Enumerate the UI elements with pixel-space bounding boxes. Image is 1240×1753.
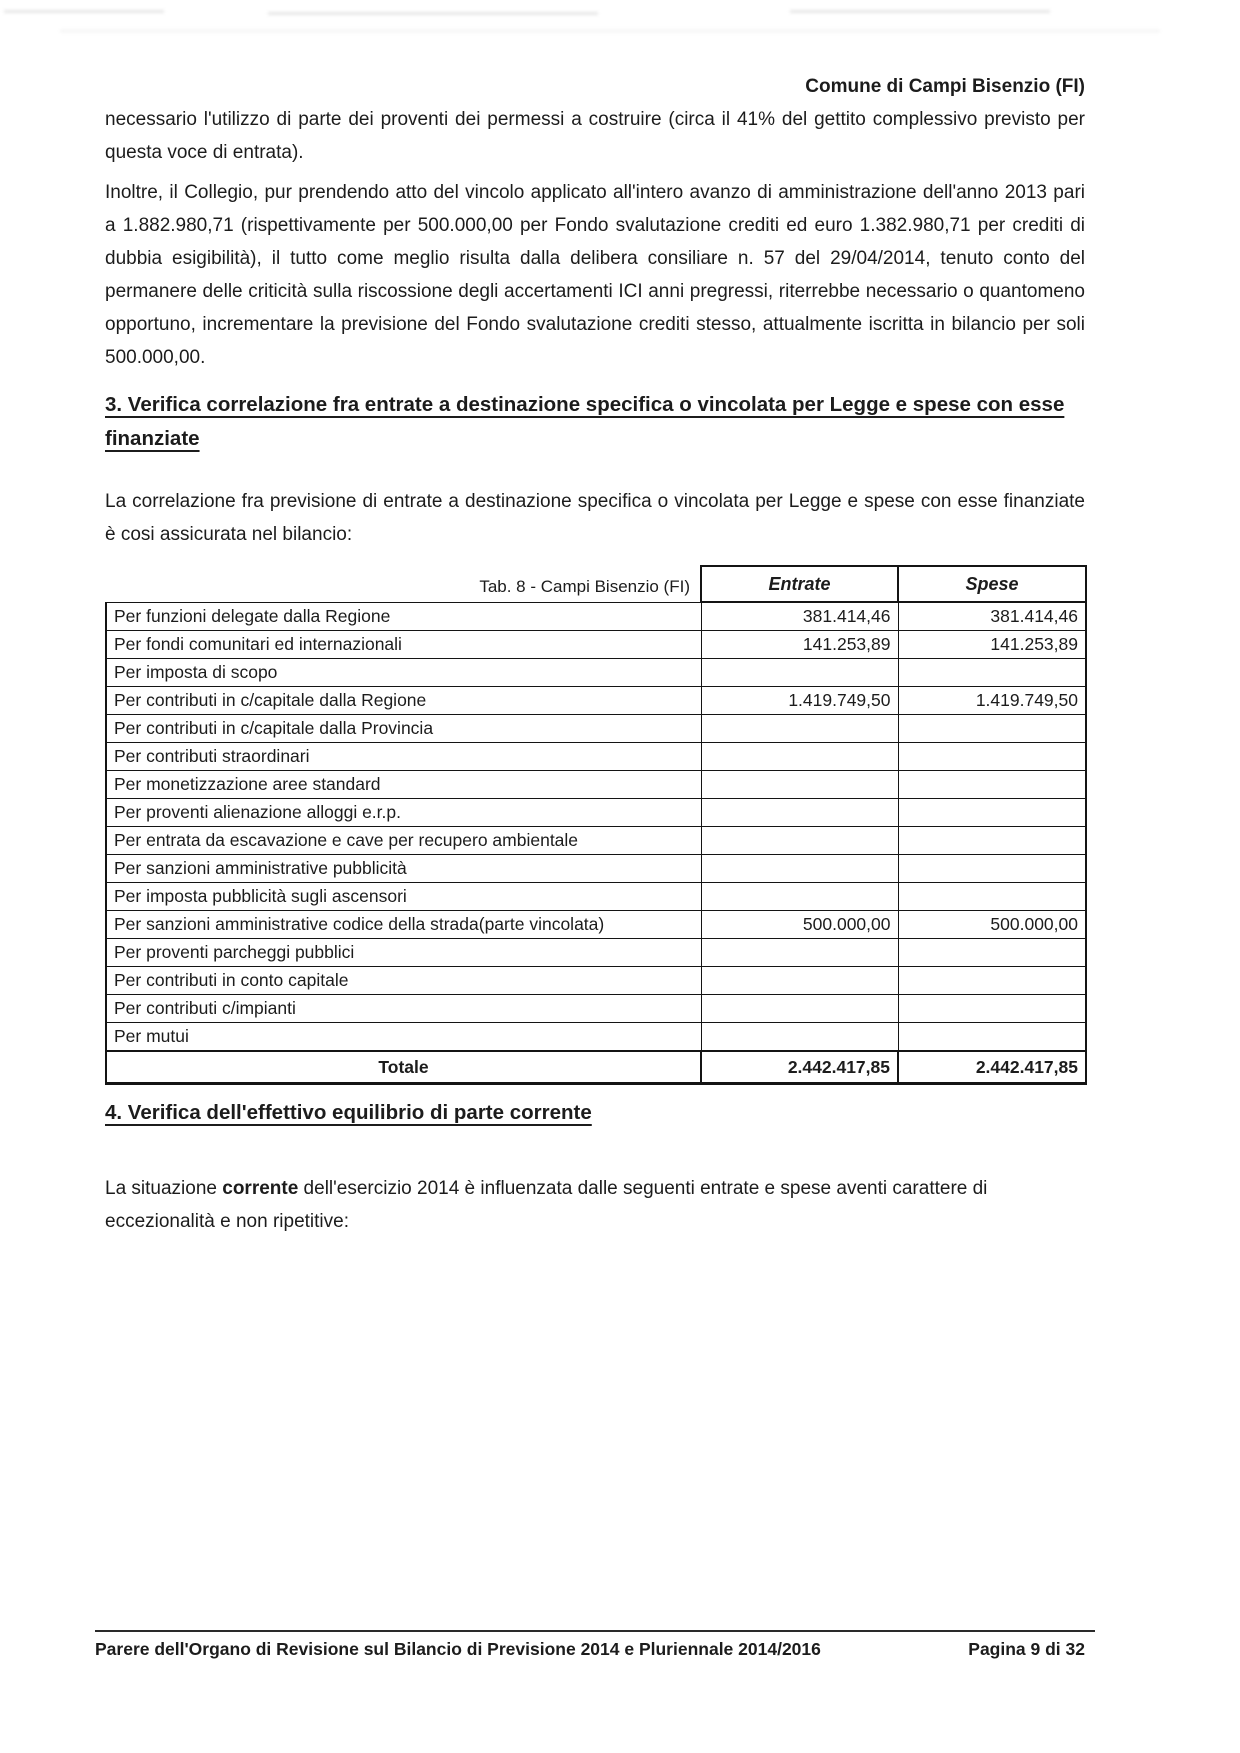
paragraph-correlazione-intro: La correlazione fra previsione di entrate a destinazione specifica o vincolata per Legge e spese con esse finanziate è cosi assicurata nel bilancio:: [105, 491, 1085, 545]
table-tab8-entrate-spese: [105, 565, 1087, 1085]
paragraph-text: dell'esercizio 2014 è influenzata dalle seguenti entrate e spese aventi carattere di eccezionalità e non ripetitive:: [105, 1178, 988, 1232]
total-label: Totale: [106, 1051, 701, 1084]
row-label: Per sanzioni amministrative pubblicità: [106, 855, 701, 883]
cell-entrate: [701, 939, 898, 967]
cell-spese: 1.419.749,50: [898, 687, 1086, 715]
cell-spese: [898, 939, 1086, 967]
scan-artifact: [60, 30, 1160, 32]
cell-entrate: [701, 715, 898, 743]
cell-spese: [898, 659, 1086, 687]
cell-spese: 381.414,46: [898, 602, 1086, 631]
row-label: Per proventi alienazione alloggi e.r.p.: [106, 799, 701, 827]
cell-spese: 500.000,00: [898, 911, 1086, 939]
table-row: [106, 659, 1086, 687]
cell-spese: [898, 715, 1086, 743]
cell-entrate: [701, 827, 898, 855]
table-row: [106, 1023, 1086, 1052]
table-total-row: [106, 1051, 1086, 1084]
cell-entrate: 500.000,00: [701, 911, 898, 939]
row-label: Per sanzioni amministrative codice della strada(parte vincolata): [106, 911, 701, 939]
cell-entrate: [701, 799, 898, 827]
cell-spese: [898, 827, 1086, 855]
document-header: Comune di Campi Bisenzio (FI): [805, 76, 1085, 97]
page-footer: [95, 1630, 1095, 1660]
row-label: Per mutui: [106, 1023, 701, 1052]
row-label: Per contributi in c/capitale dalla Regione: [106, 687, 701, 715]
table-row: [106, 939, 1086, 967]
scan-artifact: [268, 12, 598, 15]
paragraph-situazione-corrente: [105, 1172, 1085, 1238]
cell-entrate: 1.419.749,50: [701, 687, 898, 715]
cell-entrate: [701, 1023, 898, 1052]
row-label: Per contributi in c/capitale dalla Provincia: [106, 715, 701, 743]
table-row: [106, 995, 1086, 1023]
total-entrate: 2.442.417,85: [701, 1051, 898, 1084]
table-row: [106, 771, 1086, 799]
table-row: [106, 967, 1086, 995]
footer-title: Parere dell'Organo di Revisione sul Bilancio di Previsione 2014 e Pluriennale 2014/2016: [95, 1639, 821, 1659]
table-caption-row: [106, 566, 1086, 602]
row-label: Per entrata da escavazione e cave per recupero ambientale: [106, 827, 701, 855]
cell-entrate: [701, 771, 898, 799]
row-label: Per contributi c/impianti: [106, 995, 701, 1023]
row-label: Per monetizzazione aree standard: [106, 771, 701, 799]
cell-spese: 141.253,89: [898, 631, 1086, 659]
cell-spese: [898, 799, 1086, 827]
table-row: [106, 883, 1086, 911]
section-3-title: 3. Verifica correlazione fra entrate a destinazione specifica o vincolata per Legge e spese con esse finanziate: [105, 393, 1065, 450]
cell-entrate: [701, 883, 898, 911]
table-caption: Tab. 8 - Campi Bisenzio (FI): [479, 576, 690, 596]
scan-artifact: [790, 10, 1050, 13]
cell-entrate: [701, 855, 898, 883]
cell-entrate: [701, 995, 898, 1023]
row-label: Per fondi comunitari ed internazionali: [106, 631, 701, 659]
table-row: [106, 715, 1086, 743]
table-row: [106, 602, 1086, 631]
cell-spese: [898, 967, 1086, 995]
cell-entrate: 381.414,46: [701, 602, 898, 631]
cell-entrate: [701, 967, 898, 995]
row-label: Per contributi in conto capitale: [106, 967, 701, 995]
paragraph-text: La situazione: [105, 1178, 223, 1199]
row-label: Per imposta di scopo: [106, 659, 701, 687]
table-row: [106, 743, 1086, 771]
cell-entrate: [701, 743, 898, 771]
column-header-spese: Spese: [898, 566, 1086, 602]
total-spese: 2.442.417,85: [898, 1051, 1086, 1084]
row-label: Per funzioni delegate dalla Regione: [106, 602, 701, 631]
page-number: Pagina 9 di 32: [968, 1639, 1085, 1659]
cell-entrate: 141.253,89: [701, 631, 898, 659]
table-row: [106, 855, 1086, 883]
row-label: Per proventi parcheggi pubblici: [106, 939, 701, 967]
cell-spese: [898, 883, 1086, 911]
column-header-entrate: Entrate: [701, 566, 898, 602]
table-row: [106, 911, 1086, 939]
cell-spese: [898, 995, 1086, 1023]
table-row: [106, 827, 1086, 855]
row-label: Per contributi straordinari: [106, 743, 701, 771]
cell-spese: [898, 743, 1086, 771]
cell-spese: [898, 1023, 1086, 1052]
paragraph-proventi-permessi: necessario l'utilizzo di parte dei proventi dei permessi a costruire (circa il 41% del gettito complessivo previsto per questa voce di entrata).: [105, 109, 1085, 163]
section-4-title: 4. Verifica dell'effettivo equilibrio di parte corrente: [105, 1101, 592, 1124]
cell-spese: [898, 771, 1086, 799]
table-row: [106, 631, 1086, 659]
paragraph-text-bold: corrente: [222, 1178, 299, 1199]
cell-entrate: [701, 659, 898, 687]
table-row: [106, 799, 1086, 827]
table-row: [106, 687, 1086, 715]
scan-artifact: [4, 10, 164, 13]
cell-spese: [898, 855, 1086, 883]
row-label: Per imposta pubblicità sugli ascensori: [106, 883, 701, 911]
paragraph-collegio-avanzo: Inoltre, il Collegio, pur prendendo atto del vincolo applicato all'intero avanzo di amministrazione dell'anno 2013 pari a 1.882.980,71 (rispettivamente per 500.000,00 per Fondo svalutazione crediti ed euro 1.382.980,71 per crediti di dubbia esigibilità), il tutto come meglio risulta dalla delibera consiliare n. 57 del 29/04/2014, tenuto conto del permanere delle criticità sulla riscossione degli accertamenti ICI anni pregressi, riterrebbe necessario o quantomeno opportuno, incrementare la previsione del Fondo svalutazione crediti stesso, attualmente iscritta in bilancio per soli 500.000,00.: [105, 182, 1085, 368]
